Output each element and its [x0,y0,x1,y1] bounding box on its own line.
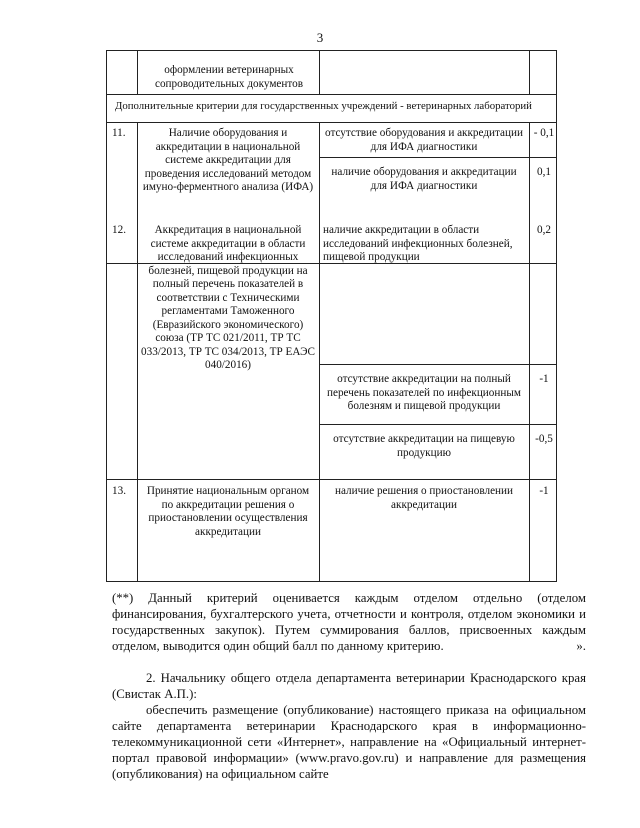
row-number: 13. [112,485,126,497]
table-cell-criterion: Принятие национальным органом по аккредитации решения о приостановлении осуществления аккредитации [146,485,310,538]
footnote-closing-quote: ». [576,639,586,653]
footnote [112,590,586,654]
table-cell-option: наличие оборудования и аккредитации для ИФА диагностики [331,166,517,192]
table-cell-option: отсутствие оборудования и аккредитации для ИФА диагностики [325,127,523,153]
page-number: 3 [316,30,324,45]
criteria-table [106,50,557,582]
paragraph-2: 2. Начальнику общего отдела департамента ветеринарии Краснодарского края (Свистак А.П.): [112,671,586,701]
table-cell-score: 0,1 [537,166,551,178]
table-cell-score: -1 [539,485,549,497]
row-number: 11. [112,127,126,139]
row-number: 12. [112,224,126,236]
table-cell-option: отсутствие аккредитации на полный перечень показателей по инфекционным болезням и пищевой продукции [327,373,521,412]
footnote-text: (**) Данный критерий оценивается каждым отделом отдельно (отделом финансирования, бухгалтерского учета, отчетности и контроля, отделом экономики и государственных закупок). Путем суммирования баллов, присвоенных каждым отделом, выводится один общий балл по данному критерию. [112,591,586,653]
table-cell-score: - 0,1 [533,127,555,139]
table-cell-score: 0,2 [537,224,551,236]
table-cell-option: наличие аккредитации в области исследований инфекционных болезней, пищевой продукции [323,224,513,263]
table-cell-score: -0,5 [535,433,553,445]
table-cell-criterion: Аккредитация в национальной системе аккредитации в области исследований инфекционных болезней, пищевой продукции на полный перечень показателей в соответствии с Техническими регламентами Таможенного (Евразийского экономического) союза (ТР ТС 021/2011, ТР ТС 033/2013, ТР ТС 034/2013, ТР ЕАЭС 040/2016) [141,224,315,371]
table-cell-option: наличие решения о приостановлении аккредитации [334,485,514,511]
table-cell-criterion: Наличие оборудования и аккредитации в национальной системе аккредитации для проведения исследований методом имуно-ферментного анализа (ИФА) [142,127,314,193]
table-cell-option: отсутствие аккредитации на пищевую продукцию [333,433,515,459]
section-header: Дополнительные критерии для государственных учреждений - ветеринарных лабораторий [115,100,532,112]
table-cell-criterion: оформлении ветеринарных сопроводительных документов [155,64,303,90]
table-cell-score: -1 [539,373,549,385]
paragraph-3: обеспечить размещение (опубликование) настоящего приказа на официальном сайте департамента ветеринарии Краснодарского края в информационно-телекоммуникационной сети «Интернет», направление на «Официальный интернет-портал правовой информации» (www.pravo.gov.ru) и направление для размещения (опубликования) на официальном сайте [112,703,586,781]
